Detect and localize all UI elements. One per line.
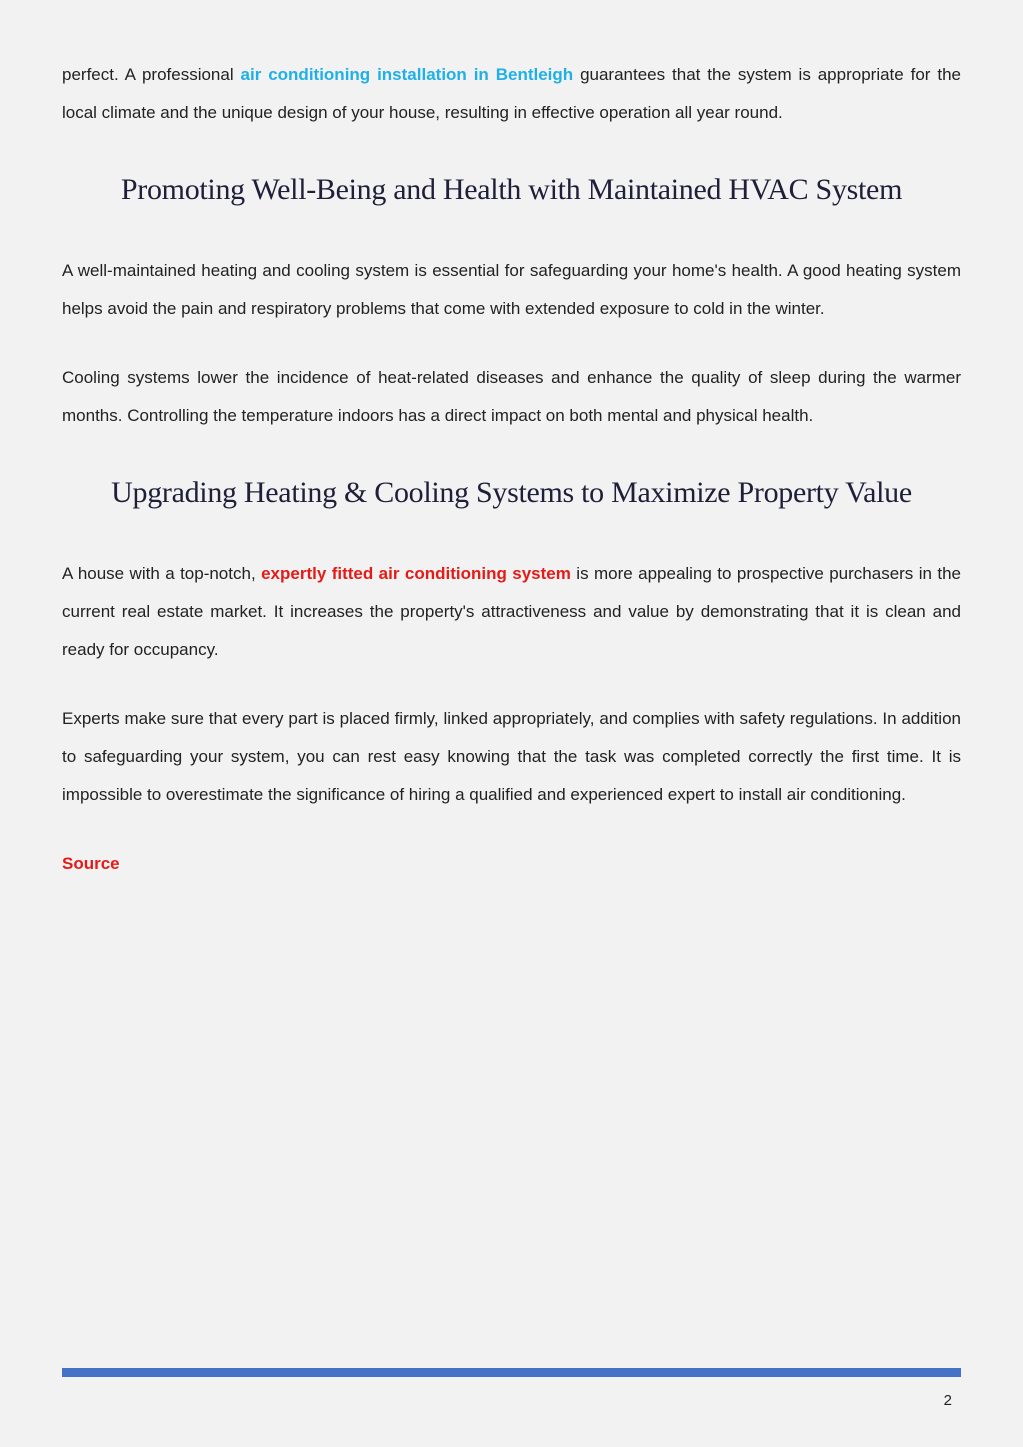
intro-text-after: guarantees that the system is appropriate for the local climate and the unique design of your house, resulting in effective operation all year round.	[62, 65, 961, 122]
page-number: 2	[943, 1392, 952, 1409]
paragraph-top-notch-house	[62, 555, 961, 669]
heading-wellbeing-health: Promoting Well-Being and Health with Maintained HVAC System	[120, 173, 903, 206]
expertly-fitted-ac-link[interactable]: expertly fitted air conditioning system	[261, 564, 571, 583]
paragraph-cooling-systems: Cooling systems lower the incidence of heat-related diseases and enhance the quality of sleep during the warmer months. Controlling the temperature indoors has a direct impact on both mental and physical health.	[62, 368, 961, 425]
footer-divider-bar	[62, 1368, 961, 1377]
heading-property-value: Upgrading Heating & Cooling Systems to Maximize Property Value	[111, 476, 912, 509]
house-text-after: is more appealing to prospective purchasers in the current real estate market. It increases the property's attractiveness and value by demonstrating that it is clean and ready for occupancy.	[62, 564, 962, 659]
house-text-before: A house with a top-notch,	[62, 564, 262, 583]
source-link[interactable]: Source	[62, 854, 120, 873]
paragraph-experts: Experts make sure that every part is placed firmly, linked appropriately, and complies with safety regulations. In addition to safeguarding your system, you can rest easy knowing that the task was completed correctly the first time. It is impossible to overestimate the significance of hiring a qualified and experienced expert to install air conditioning.	[62, 709, 961, 804]
intro-text-before: perfect. A professional	[62, 65, 241, 84]
bentleigh-installation-link[interactable]: air conditioning installation in Bentleigh	[240, 65, 574, 84]
document-body	[62, 56, 961, 883]
intro-paragraph	[62, 56, 961, 132]
paragraph-maintained-system: A well-maintained heating and cooling system is essential for safeguarding your home's health. A good heating system helps avoid the pain and respiratory problems that come with extended exposure to cold in the winter.	[62, 261, 961, 318]
